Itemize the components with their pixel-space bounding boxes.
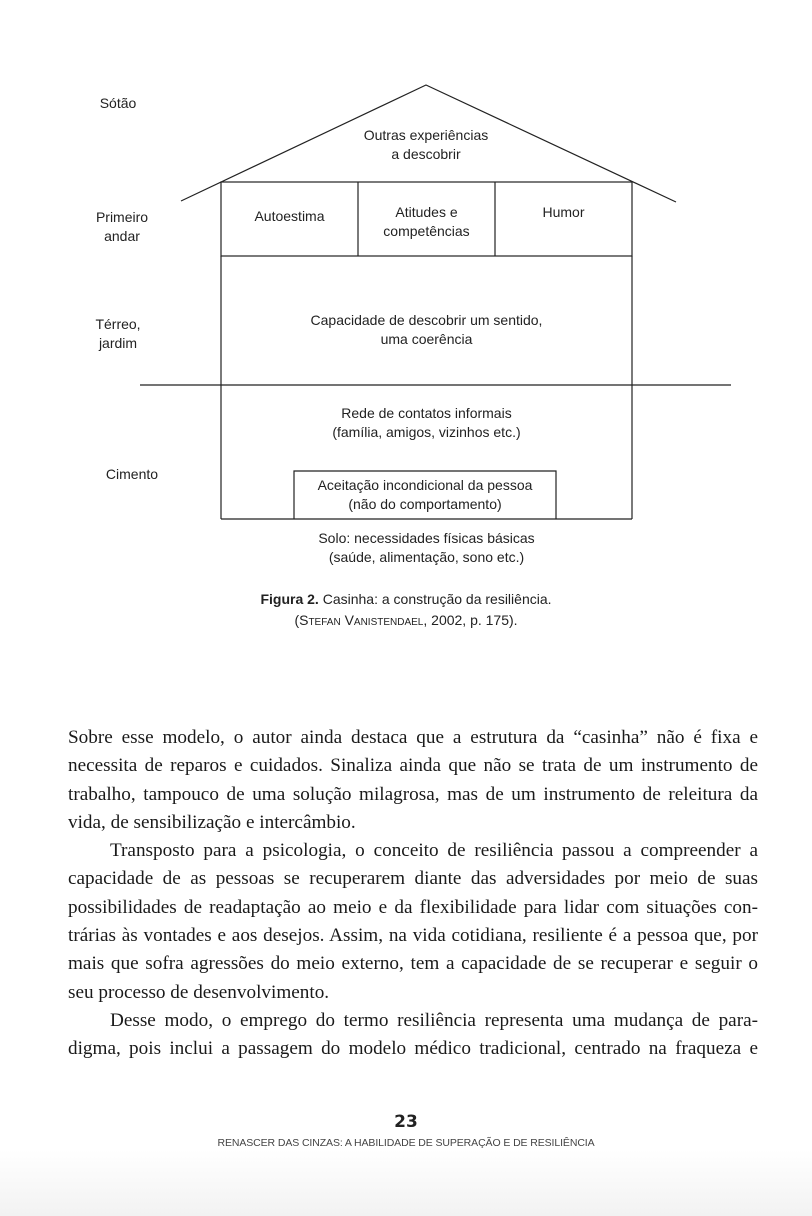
room-atitudes — [358, 203, 495, 241]
roof-text-line2: a descobrir — [391, 146, 461, 162]
label-attic: Sótão — [99, 95, 137, 111]
roof-text-line1: Outras experiências — [363, 127, 489, 143]
figure-source-author: Stefan Vanistendael — [299, 612, 424, 628]
figure-source-rest: , 2002, p. 175). — [423, 612, 518, 628]
label-ground-floor — [78, 315, 158, 353]
roof-text — [326, 126, 526, 164]
page-number: 23 — [394, 1112, 418, 1132]
figure-source-open: ( — [294, 612, 300, 628]
soil-text — [221, 529, 632, 567]
ground-floor-text — [221, 311, 632, 349]
figure-caption — [0, 589, 812, 609]
paragraph-1: Sobre esse modelo, o autor ainda destaca que a estrutura da “casinha” não é fixa e necessita de reparos e cuidados. Sinaliza ainda que não se trata de um instrumento de trabalho, tampouco de uma solução milagrosa, mas de um instrumento de releitura da vida, de sensibilização e intercâmbio. — [68, 727, 758, 833]
figure-caption-label: Figura 2. — [260, 591, 319, 607]
label-first-floor-line2: andar — [104, 228, 140, 244]
foundation-text-line1: Rede de contatos informais — [341, 405, 512, 421]
room-atitudes-line1: Atitudes e — [395, 204, 458, 220]
room-humor-line1: Humor — [542, 204, 585, 220]
body-text — [68, 724, 758, 1064]
label-foundation: Cimento — [105, 466, 159, 482]
room-autoestima-line1: Autoestima — [254, 208, 325, 224]
soil-text-line2: (saúde, alimentação, sono etc.) — [328, 549, 525, 565]
foundation-text — [221, 404, 632, 442]
foundation-text-line2: (família, amigos, vizinhos etc.) — [332, 424, 521, 440]
paragraph-3: Desse modo, o emprego do termo resiliência representa uma mudança de paradigma, pois inclui a passagem do modelo médico tradicional, centrado na fraqueza e — [68, 1009, 758, 1060]
running-title: RENASCER DAS CINZAS: A HABILIDADE DE SUPERAÇÃO E DE RESILIÊNCIA — [217, 1137, 595, 1149]
label-first-floor — [82, 208, 162, 246]
room-humor — [495, 203, 632, 222]
foundation-inner-text — [294, 476, 556, 514]
figure-source — [0, 610, 812, 630]
paragraph-2: Transposto para a psicologia, o conceito de resiliência passou a compreender a capacidade de as pessoas se recuperarem diante das adversidades por meio de suas possibilidades de readaptação ao meio e da flexibilidade para lidar com situações contrárias às vontades e aos desejos. Assim, na vida cotidiana, resiliente é a pessoa que, por mais que sofra agressões do meio externo, tem a capacidade de se recuperar e seguir o seu processo de desenvolvimento. — [68, 840, 758, 1003]
ground-floor-text-line1: Capacidade de descobrir um sentido, — [310, 312, 543, 328]
soil-text-line1: Solo: necessidades físicas básicas — [318, 530, 535, 546]
label-first-floor-line1: Primeiro — [95, 209, 149, 225]
figure-caption-text: Casinha: a construção da resiliência. — [318, 591, 552, 607]
room-atitudes-line2: competências — [383, 223, 470, 239]
foundation-inner-text-line2: (não do comportamento) — [348, 496, 502, 512]
label-ground-floor-line1: Térreo, — [95, 316, 141, 332]
label-ground-floor-line2: jardim — [98, 335, 138, 351]
ground-floor-text-line2: uma coerência — [380, 331, 473, 347]
room-autoestima — [221, 207, 358, 226]
foundation-inner-text-line1: Aceitação incondicional da pessoa — [317, 477, 533, 493]
